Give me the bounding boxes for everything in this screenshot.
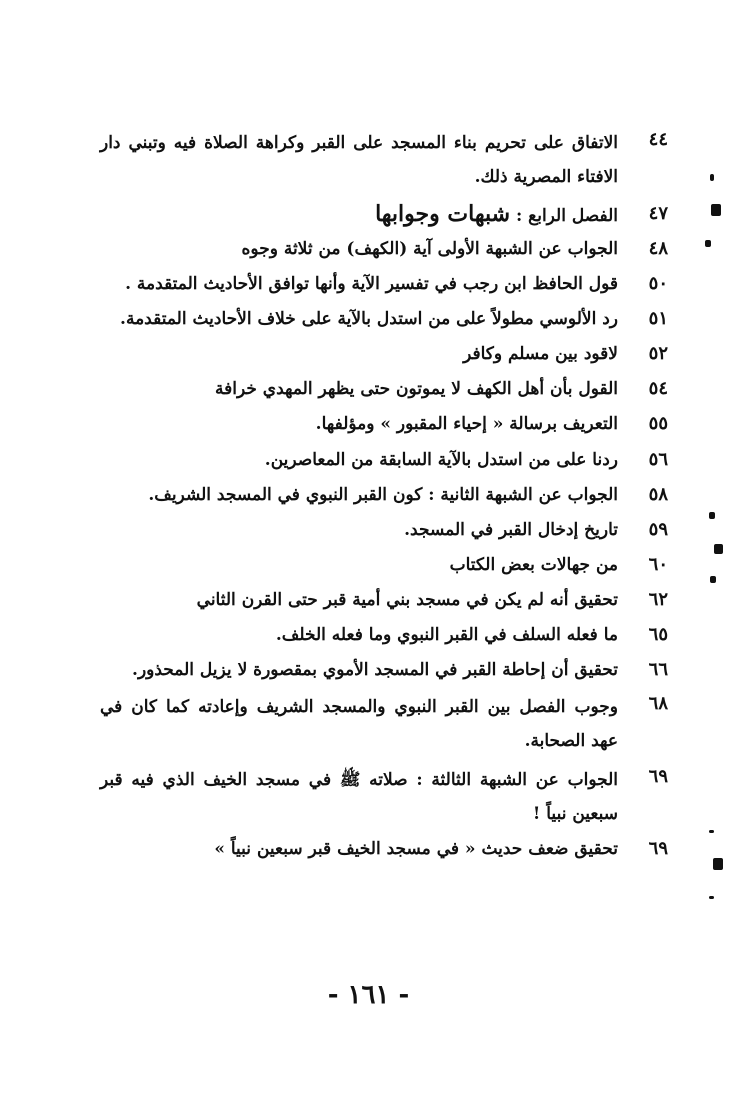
toc-title: التعريف برسالة « إحياء المقبور » ومؤلفها. (315, 414, 618, 434)
toc-entry (100, 835, 668, 863)
toc-entry (100, 200, 668, 230)
scan-mark (714, 544, 723, 554)
toc-title: ردنا على من استدل بالآية السابقة من المعاصرين. (264, 450, 618, 470)
scan-mark (710, 174, 714, 181)
toc-entry (100, 763, 668, 831)
toc-title: القول بأن أهل الكهف لا يموتون حتى يظهر المهدي خرافة (215, 379, 618, 399)
toc-title: الاتفاق على تحريم بناء المسجد على القبر وكراهة الصلاة فيه وتبني دار الافتاء المصرية ذلك. (100, 133, 618, 187)
toc-entry (100, 481, 668, 509)
toc-page-number: ٤٧ (648, 203, 668, 224)
scan-mark (710, 576, 716, 583)
scan-mark (711, 204, 721, 216)
scan-mark (705, 240, 711, 247)
toc-title: تاريخ إدخال القبر في المسجد. (404, 520, 618, 540)
toc-entry (100, 305, 668, 333)
toc-page-number: ٦٠ (648, 554, 668, 575)
toc-title: تحقيق أن إحاطة القبر في المسجد الأموي بمقصورة لا يزيل المحذور. (132, 660, 618, 680)
toc-chapter-title (100, 200, 618, 230)
toc-entry (100, 446, 668, 474)
toc-page-number: ٥١ (648, 308, 668, 329)
toc-title: وجوب الفصل بين القبر النبوي والمسجد الشريف وإعادته كما كان في عهد الصحابة. (100, 697, 618, 751)
toc-page-number: ٥٠ (648, 273, 668, 294)
toc-title: لاقود بين مسلم وكافر (463, 344, 618, 364)
chapter-label: الفصل الرابع : (515, 206, 618, 226)
toc-entry (100, 516, 668, 544)
toc-entry (100, 235, 668, 263)
scan-mark (713, 858, 723, 870)
toc-page-number: ٦٢ (648, 589, 668, 610)
toc-title: الجواب عن الشبهة الأولى آية (الكهف) من ثلاثة وجوه (241, 239, 618, 259)
toc-entry (100, 126, 668, 194)
toc-entry (100, 340, 668, 368)
toc-title: الجواب عن الشبهة الثالثة : صلاته ﷺ في مسجد الخيف الذي فيه قبر سبعين نبياً ! (100, 770, 618, 824)
scan-mark (709, 512, 715, 519)
toc-entry (100, 375, 668, 403)
toc-page-number: ٦٦ (648, 659, 668, 680)
toc-entry (100, 621, 668, 649)
toc-title: ما فعله السلف في القبر النبوي وما فعله الخلف. (275, 625, 618, 645)
toc-page-number: ٤٨ (648, 238, 668, 259)
toc-entry (100, 656, 668, 684)
scan-mark (709, 830, 714, 833)
toc-page-number: ٥٩ (648, 519, 668, 540)
toc-page-number: ٤٤ (648, 129, 668, 150)
chapter-heading: شبهات وجوابها (375, 201, 511, 227)
toc-title: الجواب عن الشبهة الثانية : كون القبر النبوي في المسجد الشريف. (148, 485, 618, 505)
toc-page-number: ٥٥ (648, 413, 668, 434)
toc-entry (100, 270, 668, 298)
scan-mark (709, 896, 714, 899)
toc-title: قول الحافظ ابن رجب في تفسير الآية وأنها توافق الأحاديث المتقدمة . (125, 274, 618, 294)
toc-page-number: ٥٨ (648, 484, 668, 505)
toc-page-number: ٦٥ (648, 624, 668, 645)
toc-page-number: ٥٢ (648, 343, 668, 364)
toc-entry (100, 410, 668, 438)
toc-page-number: ٦٩ (648, 766, 668, 787)
toc-page-number: ٦٩ (648, 838, 668, 859)
toc-title: رد الألوسي مطولاً على من استدل بالآية على خلاف الأحاديث المتقدمة. (120, 309, 618, 329)
toc-title: تحقيق أنه لم يكن في مسجد بني أمية قبر حتى القرن الثاني (196, 590, 618, 610)
toc-page-number: ٥٦ (648, 449, 668, 470)
toc-title: من جهالات بعض الكتاب (449, 555, 618, 575)
toc-page-number: ٦٨ (648, 693, 668, 714)
toc-entry (100, 551, 668, 579)
toc-title: تحقيق ضعف حديث « في مسجد الخيف قبر سبعين نبياً » (214, 839, 618, 859)
toc-entry (100, 690, 668, 758)
toc-entry (100, 586, 668, 614)
page-number: - ١٦١ - (327, 980, 410, 1010)
toc-page-number: ٥٤ (648, 378, 668, 399)
